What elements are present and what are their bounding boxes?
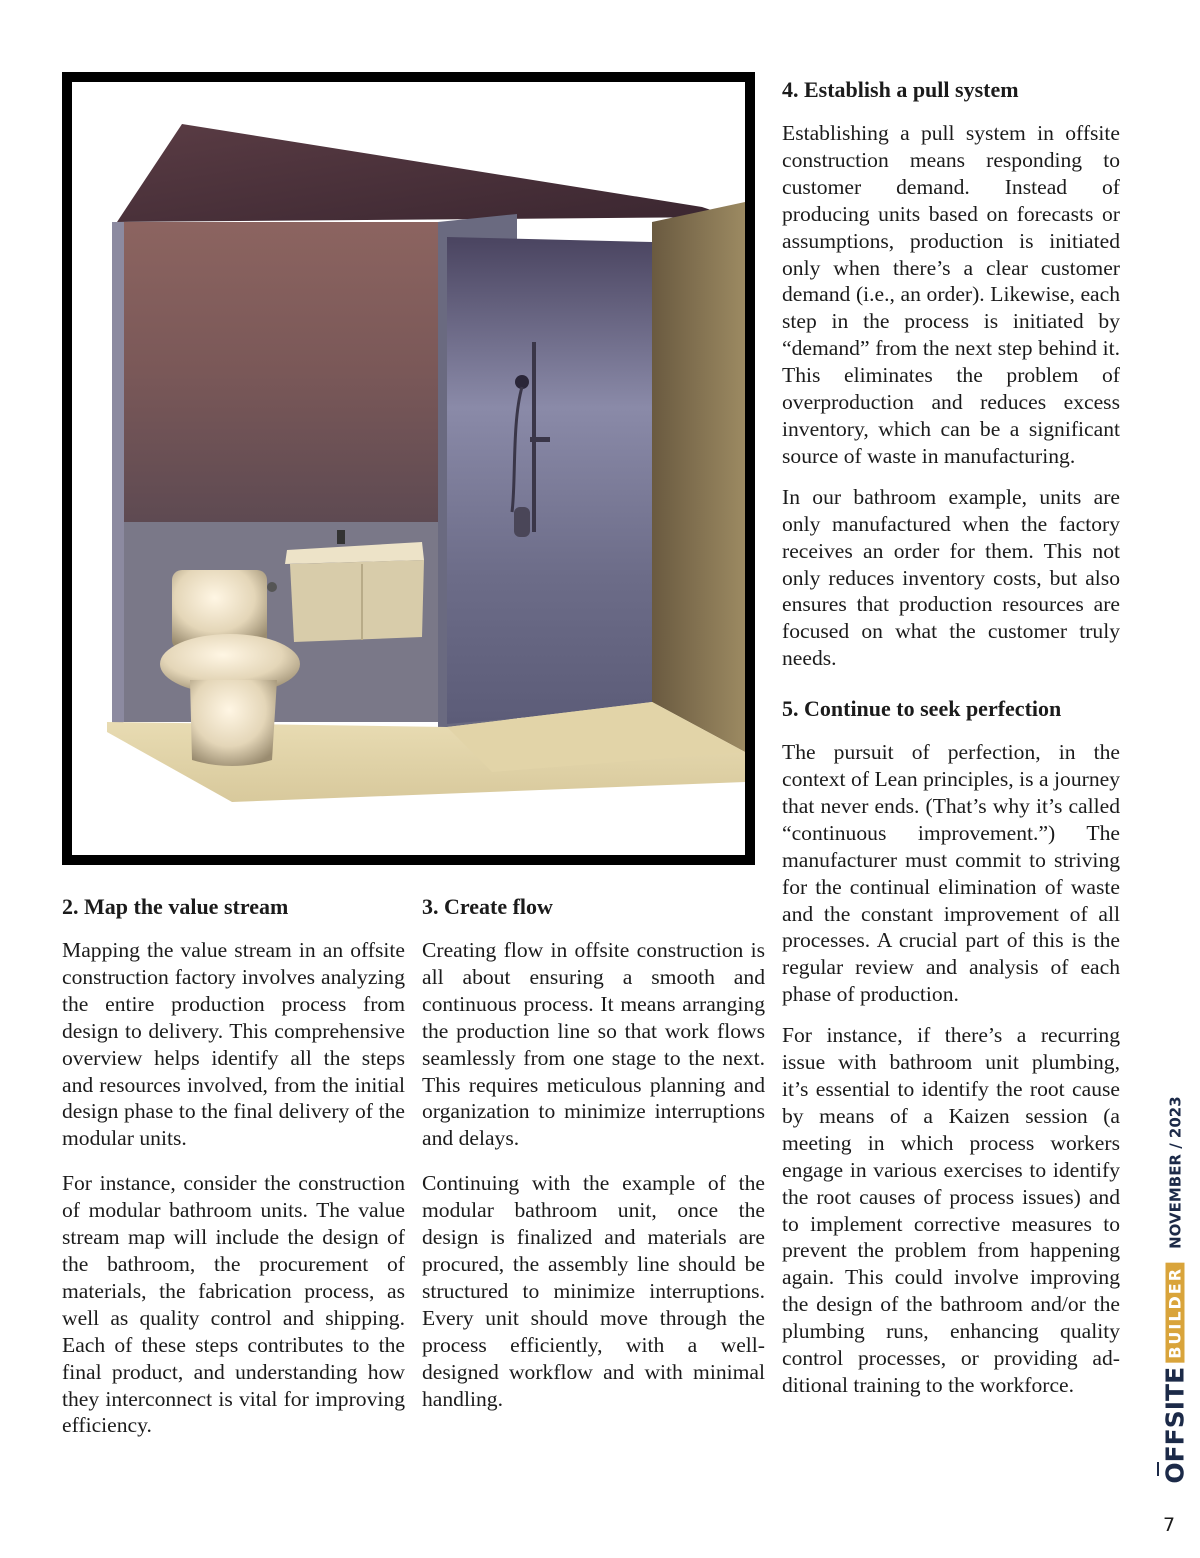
shower-head-icon [515, 375, 529, 389]
heading-pull-system: 4. Establish a pull system [782, 77, 1019, 102]
paragraph: Establishing a pull system in offsite construction means responding to customer demand. Instead of producing units based on forecasts or assumptions, production is initiated only when there’s a clear customer demand (i.e., an order). Likewise, each step in the process is initiated by “demand” from the next step behind it. This eliminates the problem of overproduction and reduces excess inventory, which can be a significant source of waste in manufacturing. [782, 121, 1120, 468]
page-number: 7 [1163, 1514, 1176, 1536]
back-wall [117, 222, 438, 522]
vanity-cabinet [290, 560, 424, 642]
magazine-sidebar [1150, 1096, 1200, 1484]
paragraph: Mapping the value stream in an offsite construction factory involves analyzing the entire production process from design to delivery. This comprehensive overview helps identify all the steps and resources involved, from the initial design phase to the final delivery of the modular units. [62, 938, 405, 1151]
heading-map-value-stream: 2. Map the value stream [62, 894, 289, 919]
heading-create-flow: 3. Create flow [422, 894, 553, 919]
paragraph: Creating flow in offsite construction is all about ensuring a smooth and continuous process. It means arranging the production line so that work flows seamlessly from one stage to the next. This requires meticulous planning and organization to minimize interruptions and delays. [422, 938, 765, 1151]
issue-date: NOVEMBER / 2023 [1166, 1096, 1185, 1249]
bathroom-illustration [72, 82, 745, 855]
paragraph: For instance, if there’s a recurring issue with bathroom unit plumbing, it’s essential to identify the root cause by means of a Kaizen session (a meeting in which process workers engage in various exercises to identify the root causes of process issues) and to implement corrective measures to prevent the problem from happening again. This could involve improving the design of the bathroom and/or the plumbing runs, enhancing quality control processes, or providing additional training to the workforce. [782, 1023, 1120, 1397]
paragraph: In our bathroom example, units are only manufactured when the factory receives an order for them. This not only reduces inventory costs, but also ensures that production resources are focused on what the customer truly needs. [782, 484, 1120, 671]
shower-wall [447, 237, 652, 724]
column-middle [422, 894, 765, 1412]
heading-seek-perfection: 5. Continue to seek perfection [782, 696, 1062, 722]
right-wall [652, 202, 745, 752]
brand-logo-builder: BUILDER [1166, 1263, 1185, 1363]
bathroom-render-figure [62, 72, 755, 865]
ceiling [117, 124, 732, 222]
paragraph: The pursuit of perfection, in the context of Lean principles, is a journey that never ends. (That’s why it’s called “continuous improvement.”) The manufacturer must commit to striving for the continual elimination of waste and the constant improvement of all processes. A crucial part of this is the regular review and analysis of each phase of production. [782, 740, 1120, 1007]
paragraph: For instance, consider the construction of modular bathroom units. The value stream map will include the design of the bathroom, the procurement of materials, the fabrication process, as well as quality control and shipping. Each of these steps contributes to the final product, and understanding how they interconnect is vital for improving efficiency. [62, 1171, 405, 1438]
brand-logo-offsite: OFFSITE [1160, 1366, 1190, 1484]
divider [1157, 1462, 1159, 1476]
column-right [782, 77, 1120, 1399]
paragraph: Continuing with the example of the modular bathroom unit, once the design is finalized and materials are procured, the assembly line should be structured to minimize interruptions. Every unit should move through the process efficiently, with a well-designed workflow and with minimal handling. [422, 1171, 765, 1411]
column-left [62, 894, 405, 1439]
masthead-vertical [1161, 1096, 1190, 1483]
toilet-bowl [190, 680, 277, 766]
